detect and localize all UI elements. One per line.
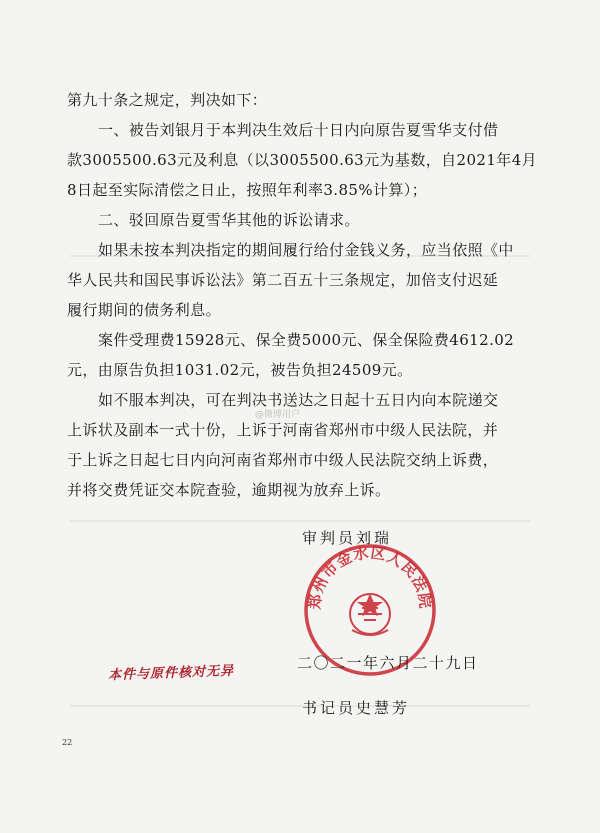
judge-signature: 审判员刘瑞 — [302, 529, 393, 547]
page-number: 22 — [62, 738, 73, 747]
body-line: 8日起至实际清偿之日止，按照年利率3.85%计算）； — [67, 181, 428, 199]
body-line: 案件受理费15928元、保全费5000元、保全保险费4612.02 — [98, 331, 515, 349]
body-line: 如不服本判决，可在判决书送达之日起十五日内向本院递交 — [98, 391, 499, 409]
body-line: 二、驳回原告夏雪华其他的诉讼请求。 — [98, 211, 360, 229]
national-emblem-icon — [350, 594, 390, 635]
show-through — [70, 520, 530, 522]
clerk-signature: 书记员史慧芳 — [302, 699, 411, 717]
body-line: 如果未按本判决指定的期间履行给付金钱义务，应当依照《中 — [98, 241, 514, 259]
show-through — [70, 705, 530, 707]
body-line: 一、被告刘银月于本判决生效后十日内向原告夏雪华支付借 — [98, 121, 499, 139]
body-line: 于上诉之日起七日内向河南省郑州市中级人民法院交纳上诉费， — [67, 451, 499, 469]
body-line: 元，由原告负担1031.02元，被告负担24509元。 — [67, 361, 413, 379]
certified-copy-stamp: 本件与原件核对无异 — [107, 663, 235, 684]
body-line: 并将交费凭证交本院查验，逾期视为放弃上诉。 — [67, 481, 391, 499]
court-seal-text: 郑州市金水区人民法院 — [305, 543, 435, 611]
judgment-date: 二〇二一年六月二十九日 — [297, 654, 479, 672]
body-line: 履行期间的债务利息。 — [67, 301, 222, 319]
body-line: 第九十条之规定，判决如下： — [67, 91, 268, 109]
watermark: @微博用户 — [255, 410, 301, 420]
body-line: 华人民共和国民事诉讼法》第二百五十三条规定，加倍支付迟延 — [67, 271, 499, 289]
body-line: 款3005500.63元及利息（以3005500.63元为基数，自2021年4月 — [67, 151, 538, 169]
body-line: 上诉状及副本一式十份，上诉于河南省郑州市中级人民法院，并 — [67, 421, 499, 439]
